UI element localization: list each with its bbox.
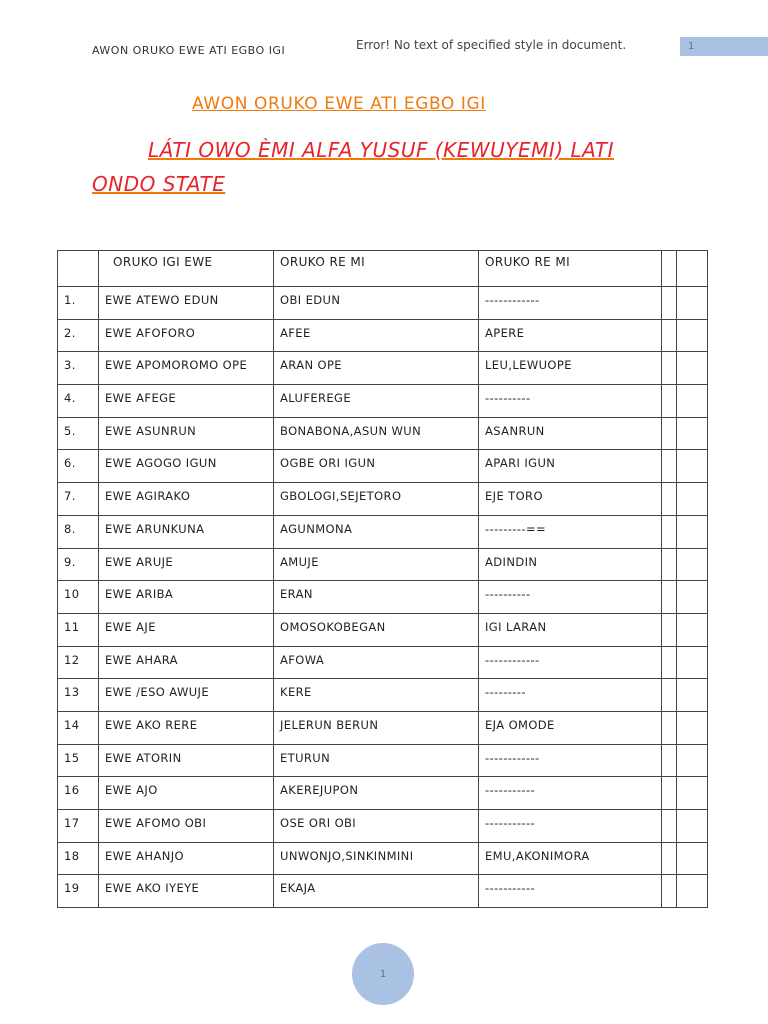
header-page-number: 1 bbox=[680, 37, 768, 56]
my-name-cell: OMOSOKOBEGAN bbox=[274, 613, 479, 646]
plant-name-cell: EWE ARIBA bbox=[99, 581, 274, 614]
document-subtitle-line1: LÁTI OWO ÈMI ALFA YUSUF (KEWUYEMI) LATI bbox=[148, 138, 614, 162]
my-name-cell-2: ---------== bbox=[479, 515, 662, 548]
row-number: 13 bbox=[58, 679, 99, 712]
plant-name-cell: EWE AFOFORO bbox=[99, 319, 274, 352]
row-number: 10 bbox=[58, 581, 99, 614]
empty-cell bbox=[677, 679, 708, 712]
empty-cell bbox=[677, 515, 708, 548]
row-number: 17 bbox=[58, 810, 99, 843]
my-name-cell-2: ----------- bbox=[479, 875, 662, 908]
my-name-cell: KERE bbox=[274, 679, 479, 712]
document-subtitle-line2: ONDO STATE bbox=[92, 172, 226, 196]
table-row bbox=[58, 646, 708, 679]
my-name-cell-2: ADINDIN bbox=[479, 548, 662, 581]
table-row bbox=[58, 417, 708, 450]
row-number: 7. bbox=[58, 483, 99, 516]
my-name-cell: ERAN bbox=[274, 581, 479, 614]
table-row bbox=[58, 777, 708, 810]
plant-name-cell: EWE ATEWO EDUN bbox=[99, 287, 274, 320]
table-row bbox=[58, 679, 708, 712]
table-row bbox=[58, 842, 708, 875]
empty-cell bbox=[662, 711, 677, 744]
empty-cell bbox=[677, 581, 708, 614]
table-row bbox=[58, 515, 708, 548]
row-number: 18 bbox=[58, 842, 99, 875]
my-name-cell: GBOLOGI,SEJETORO bbox=[274, 483, 479, 516]
my-name-cell-2: ------------ bbox=[479, 646, 662, 679]
table-row bbox=[58, 810, 708, 843]
plant-name-cell: EWE ATORIN bbox=[99, 744, 274, 777]
plant-names-table bbox=[57, 250, 708, 908]
plant-name-cell: EWE ASUNRUN bbox=[99, 417, 274, 450]
table-row bbox=[58, 287, 708, 320]
empty-cell bbox=[662, 646, 677, 679]
empty-cell bbox=[677, 711, 708, 744]
plant-name-cell: EWE AFOMO OBI bbox=[99, 810, 274, 843]
empty-cell bbox=[662, 319, 677, 352]
footer-page-number: 1 bbox=[352, 943, 414, 1005]
empty-cell bbox=[677, 385, 708, 418]
plant-name-cell: EWE AHANJO bbox=[99, 842, 274, 875]
empty-cell bbox=[677, 548, 708, 581]
my-name-cell: AKEREJUPON bbox=[274, 777, 479, 810]
header-cell-my-name: ORUKO RE MI bbox=[274, 251, 479, 287]
header-cell-empty-2 bbox=[677, 251, 708, 287]
row-number: 3. bbox=[58, 352, 99, 385]
empty-cell bbox=[677, 417, 708, 450]
empty-cell bbox=[677, 450, 708, 483]
my-name-cell-2: LEU,LEWUOPE bbox=[479, 352, 662, 385]
empty-cell bbox=[677, 875, 708, 908]
my-name-cell: OSE ORI OBI bbox=[274, 810, 479, 843]
my-name-cell-2: APARI IGUN bbox=[479, 450, 662, 483]
row-number: 2. bbox=[58, 319, 99, 352]
table-row bbox=[58, 581, 708, 614]
table-header-row bbox=[58, 251, 708, 287]
my-name-cell-2: EJA OMODE bbox=[479, 711, 662, 744]
empty-cell bbox=[662, 810, 677, 843]
my-name-cell-2: ----------- bbox=[479, 810, 662, 843]
empty-cell bbox=[662, 613, 677, 646]
header-cell-number bbox=[58, 251, 99, 287]
my-name-cell: EKAJA bbox=[274, 875, 479, 908]
my-name-cell: ETURUN bbox=[274, 744, 479, 777]
empty-cell bbox=[662, 842, 677, 875]
empty-cell bbox=[662, 385, 677, 418]
empty-cell bbox=[662, 744, 677, 777]
row-number: 19 bbox=[58, 875, 99, 908]
running-header-title: AWON ORUKO EWE ATI EGBO IGI bbox=[92, 44, 286, 57]
empty-cell bbox=[662, 581, 677, 614]
empty-cell bbox=[662, 483, 677, 516]
my-name-cell-2: ASANRUN bbox=[479, 417, 662, 450]
my-name-cell: ALUFEREGE bbox=[274, 385, 479, 418]
my-name-cell-2: EMU,AKONIMORA bbox=[479, 842, 662, 875]
empty-cell bbox=[662, 875, 677, 908]
empty-cell bbox=[677, 613, 708, 646]
plant-name-cell: EWE ARUJE bbox=[99, 548, 274, 581]
plant-name-cell: EWE AKO RERE bbox=[99, 711, 274, 744]
empty-cell bbox=[662, 515, 677, 548]
my-name-cell-2: ---------- bbox=[479, 581, 662, 614]
table-row bbox=[58, 875, 708, 908]
my-name-cell: OBI EDUN bbox=[274, 287, 479, 320]
my-name-cell-2: ----------- bbox=[479, 777, 662, 810]
table-row bbox=[58, 548, 708, 581]
row-number: 4. bbox=[58, 385, 99, 418]
empty-cell bbox=[677, 842, 708, 875]
my-name-cell-2: --------- bbox=[479, 679, 662, 712]
plant-name-cell: EWE APOMOROMO OPE bbox=[99, 352, 274, 385]
table-row bbox=[58, 711, 708, 744]
row-number: 9. bbox=[58, 548, 99, 581]
my-name-cell: BONABONA,ASUN WUN bbox=[274, 417, 479, 450]
table-row bbox=[58, 385, 708, 418]
my-name-cell-2: ------------ bbox=[479, 744, 662, 777]
my-name-cell: AFOWA bbox=[274, 646, 479, 679]
row-number: 14 bbox=[58, 711, 99, 744]
row-number: 6. bbox=[58, 450, 99, 483]
row-number: 12 bbox=[58, 646, 99, 679]
empty-cell bbox=[677, 777, 708, 810]
empty-cell bbox=[677, 319, 708, 352]
plant-name-cell: EWE AGIRAKO bbox=[99, 483, 274, 516]
row-number: 11 bbox=[58, 613, 99, 646]
header-cell-empty-1 bbox=[662, 251, 677, 287]
my-name-cell-2: APERE bbox=[479, 319, 662, 352]
header-cell-plant-name: ORUKO IGI EWE bbox=[99, 251, 274, 287]
table-row bbox=[58, 744, 708, 777]
plant-name-cell: EWE AJO bbox=[99, 777, 274, 810]
table-row bbox=[58, 450, 708, 483]
row-number: 1. bbox=[58, 287, 99, 320]
document-title: AWON ORUKO EWE ATI EGBO IGI bbox=[192, 94, 486, 114]
empty-cell bbox=[677, 744, 708, 777]
empty-cell bbox=[662, 548, 677, 581]
plant-name-cell: EWE AHARA bbox=[99, 646, 274, 679]
plant-name-cell: EWE AGOGO IGUN bbox=[99, 450, 274, 483]
table-row bbox=[58, 352, 708, 385]
plant-name-cell: EWE /ESO AWUJE bbox=[99, 679, 274, 712]
my-name-cell-2: ---------- bbox=[479, 385, 662, 418]
plant-name-cell: EWE AJE bbox=[99, 613, 274, 646]
my-name-cell: UNWONJO,SINKINMINI bbox=[274, 842, 479, 875]
my-name-cell: AMUJE bbox=[274, 548, 479, 581]
empty-cell bbox=[677, 810, 708, 843]
header-cell-my-name-2: ORUKO RE MI bbox=[479, 251, 662, 287]
empty-cell bbox=[677, 352, 708, 385]
my-name-cell-2: EJE TORO bbox=[479, 483, 662, 516]
my-name-cell: AFEE bbox=[274, 319, 479, 352]
row-number: 8. bbox=[58, 515, 99, 548]
plant-name-cell: EWE ARUNKUNA bbox=[99, 515, 274, 548]
table-body bbox=[58, 251, 708, 908]
empty-cell bbox=[662, 417, 677, 450]
row-number: 15 bbox=[58, 744, 99, 777]
empty-cell bbox=[662, 352, 677, 385]
running-header-error: Error! No text of specified style in document. bbox=[356, 38, 627, 52]
my-name-cell: JELERUN BERUN bbox=[274, 711, 479, 744]
empty-cell bbox=[677, 483, 708, 516]
my-name-cell-2: IGI LARAN bbox=[479, 613, 662, 646]
empty-cell bbox=[677, 287, 708, 320]
plant-name-cell: EWE AKO IYEYE bbox=[99, 875, 274, 908]
empty-cell bbox=[677, 646, 708, 679]
row-number: 16 bbox=[58, 777, 99, 810]
table-row bbox=[58, 319, 708, 352]
plant-name-cell: EWE AFEGE bbox=[99, 385, 274, 418]
table-row bbox=[58, 613, 708, 646]
empty-cell bbox=[662, 287, 677, 320]
table-row bbox=[58, 483, 708, 516]
my-name-cell: AGUNMONA bbox=[274, 515, 479, 548]
my-name-cell: ARAN OPE bbox=[274, 352, 479, 385]
empty-cell bbox=[662, 777, 677, 810]
my-name-cell-2: ------------ bbox=[479, 287, 662, 320]
row-number: 5. bbox=[58, 417, 99, 450]
empty-cell bbox=[662, 450, 677, 483]
empty-cell bbox=[662, 679, 677, 712]
my-name-cell: OGBE ORI IGUN bbox=[274, 450, 479, 483]
